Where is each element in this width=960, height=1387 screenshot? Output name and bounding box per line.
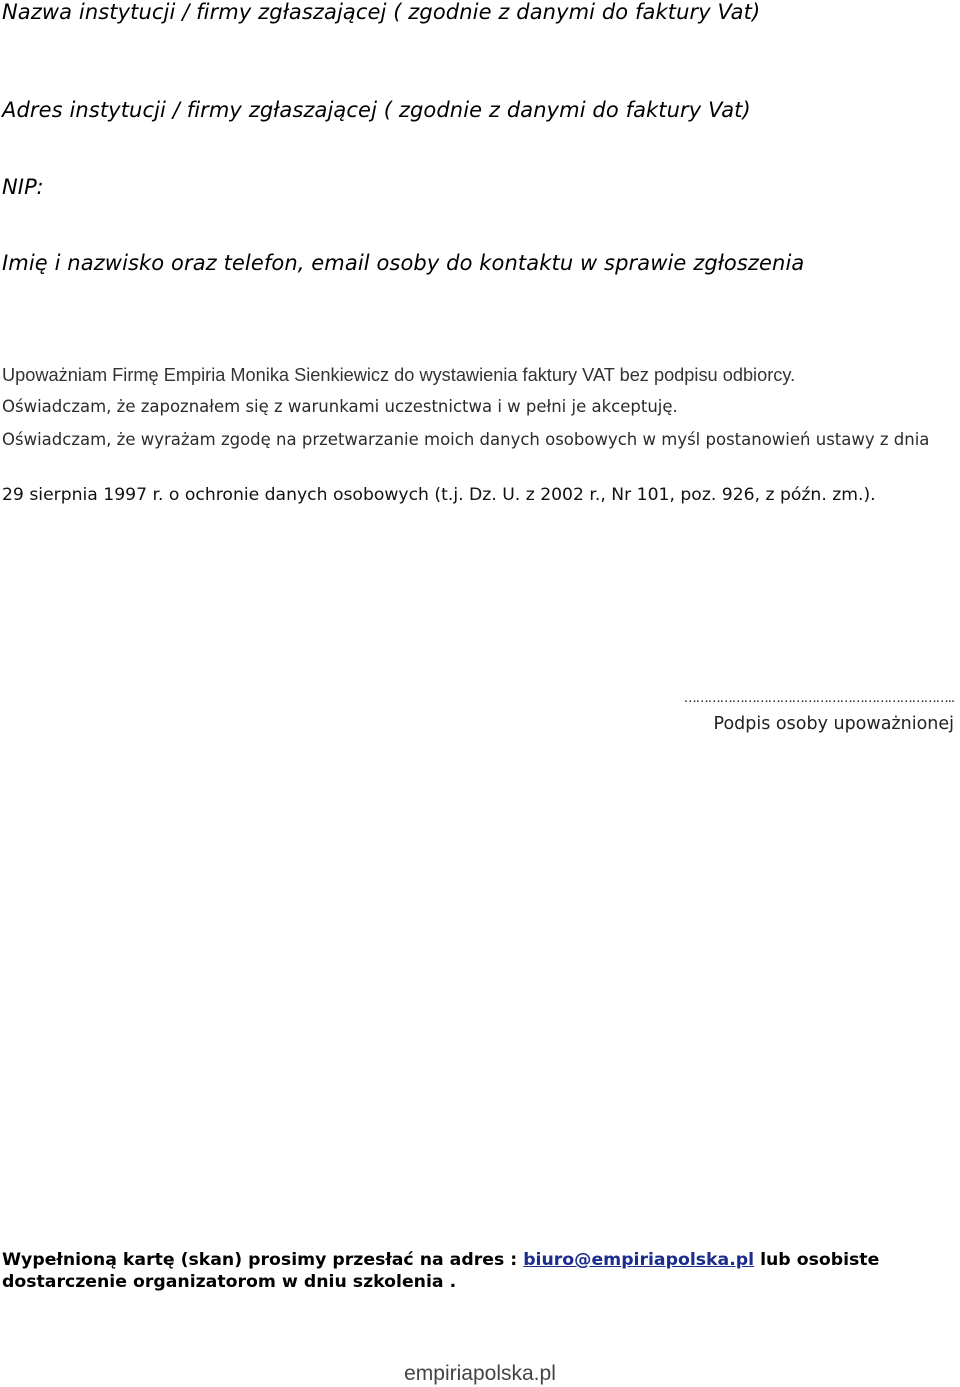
nip-heading: NIP: <box>2 175 44 199</box>
data-protection-law-text: 29 sierpnia 1997 r. o ochronie danych osobowych (t.j. Dz. U. z 2002 r., Nr 101, poz. 926, z późn. zm.). <box>2 485 876 505</box>
invoice-authorization-text: Upoważniam Firmę Empiria Monika Sienkiewicz do wystawienia faktury VAT bez podpisu odbiorcy. <box>2 365 796 385</box>
company-name-heading: Nazwa instytucji / firmy zgłaszającej ( zgodnie z danymi do faktury Vat) <box>2 0 761 24</box>
conditions-acceptance-text: Oświadczam, że zapoznałem się z warunkami uczestnictwa i w pełni je akceptuję. <box>2 397 678 416</box>
site-footer: empiriapolska.pl <box>404 1362 556 1385</box>
data-processing-consent-text: Oświadczam, że wyrażam zgodę na przetwarzanie moich danych osobowych w myśl postanowień ustawy z dnia <box>2 430 930 449</box>
signature-block <box>684 690 954 734</box>
instructions-text-end: lub osobiste dostarczenie organizatorom w dniu szkolenia . <box>2 1250 880 1292</box>
signature-label: Podpis osoby upoważnionej <box>713 714 954 734</box>
signature-line: ………………………………………………………….. <box>683 691 954 706</box>
company-address-heading: Adres instytucji / firmy zgłaszającej ( zgodnie z danymi do faktury Vat) <box>2 98 751 122</box>
contact-person-heading: Imię i nazwisko oraz telefon, email osoby do kontaktu w sprawie zgłoszenia <box>2 251 805 275</box>
email-link[interactable]: biuro@empiriapolska.pl <box>523 1250 755 1270</box>
instructions-text-start: Wypełnioną kartę (skan) prosimy przesłać na adres : <box>2 1250 524 1270</box>
submission-instructions <box>2 1249 952 1293</box>
